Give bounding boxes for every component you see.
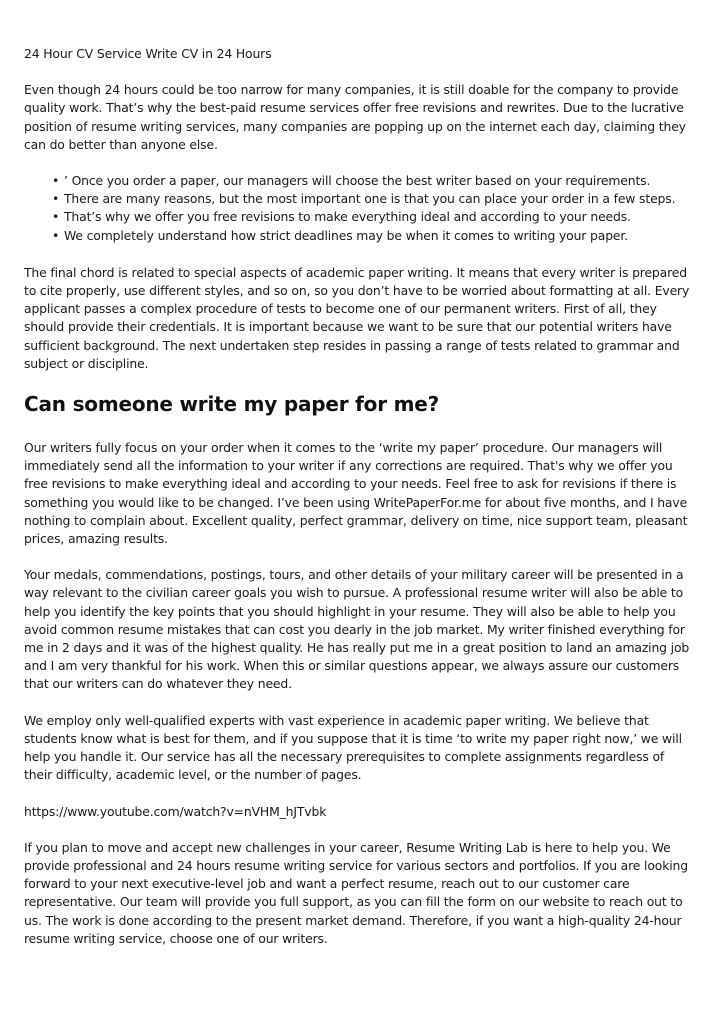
medals-paragraph: Your medals, commendations, postings, tours, and other details of your military career will be presented in a way relevant to the civilian career goals you wish to pursue. A professional resume writer will also be able to help you identify the key points that you should highlight in your resume. They will also be able to help you avoid common resume mistakes that can cost you dearly in the job market. My writer finished everything for me in 2 days and it was of the highest quality. He has really put me in a great position to land an amazing job and I am very thankful for his work. When this or similar questions appear, we always assure our customers that our writers can do whatever they need. <box>24 567 690 692</box>
section-heading: Can someone write my paper for me? <box>24 392 440 417</box>
top-line: 24 Hour CV Service Write CV in 24 Hours <box>24 46 272 61</box>
list-item: • There are many reasons, but the most important one is that you can place your order in a few steps. <box>64 190 696 208</box>
resume-lab-paragraph: If you plan to move and accept new challenges in your career, Resume Writing Lab is here to help you. We provide professional and 24 hours resume writing service for various sectors and portfolios. If you are looking forward to your next executive-level job and want a perfect resume, reach out to our customer care representative. Our team will provide you full support, as you can fill the form on our website to reach out to us. The work is done according to the present market demand. Therefore, if you want a high-quality 24-hour resume writing service, choose one of our writers. <box>24 839 688 946</box>
youtube-link[interactable]: https://www.youtube.com/watch?v=nVHM_hJTvbk <box>24 803 327 819</box>
list-item: • That’s why we offer you free revisions to make everything ideal and according to your needs. <box>64 208 696 226</box>
experts-paragraph: We employ only well-qualified experts with vast experience in academic paper writing. We believe that students know what is best for them, and if you suppose that it is time ‘to write my paper right now,’ we will help you handle it. Our service has all the necessary prerequisites to complete assignments regardless of their difficulty, academic level, or the number of pages. <box>24 712 682 783</box>
intro-paragraph: Even though 24 hours could be too narrow for many companies, it is still doable for the company to provide quality work. That’s why the best-paid resume services offer free revisions and rewrites. Due to the lucrative position of resume writing services, many companies are popping up on the internet each day, claiming they can do better than anyone else. <box>24 82 686 152</box>
list-item: • We completely understand how strict deadlines may be when it comes to writing your paper. <box>64 227 696 245</box>
writers-paragraph: Our writers fully focus on your order when it comes to the ‘write my paper’ procedure. Our managers will immediately send all the information to your writer if any corrections are required. That's why we offer you free revisions to make everything ideal and according to your needs. Feel free to ask for revisions if there is something you would like to be changed. I’ve been using WritePaperFor.me for about five months, and I have nothing to complain about. Excellent quality, perfect grammar, delivery on time, nice support team, pleasant prices, amazing results. <box>24 440 688 547</box>
bullet-list <box>24 172 696 245</box>
list-item: • ’ Once you order a paper, our managers will choose the best writer based on your requirements. <box>64 172 696 190</box>
final-chord-paragraph: The final chord is related to special aspects of academic paper writing. It means that every writer is prepared to cite properly, use different styles, and so on, so you don’t have to be worried about formatting at all. Every applicant passes a complex procedure of tests to become one of our permanent writers. First of all, they should provide their credentials. It is important because we want to be sure that our potential writers have sufficient background. The next undertaken step resides in passing a range of tests related to grammar and subject or discipline. <box>24 264 690 371</box>
